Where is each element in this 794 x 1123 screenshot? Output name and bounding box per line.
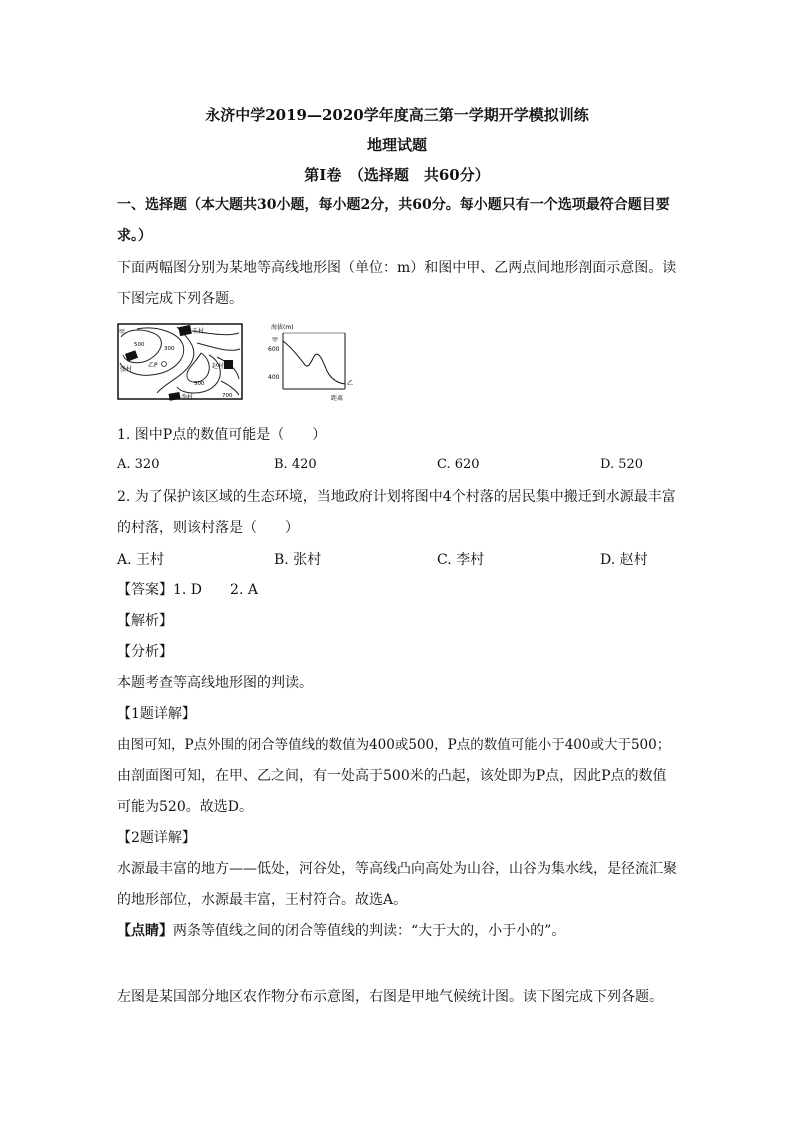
map-label-jia: 甲 [119,329,126,336]
tip-line [117,916,679,947]
q1-stem: 1. 图中P点的数值可能是（ ） [117,427,327,443]
map-label-zhao: 赵村 [212,363,225,370]
section-heading-line1: 一、选择题（本大题共30小题，每小题2分，共60分。每小题只有一个选项最符合题目要 [117,197,670,213]
analysis-tag: 【解析】 [117,613,173,629]
map-label-700: 700 [222,393,233,399]
fenxi-tag: 【分析】 [117,644,173,660]
section-heading [117,190,679,252]
q1-option-a: A. 320 [117,457,160,472]
detail-2-tag: 【2题详解】 [117,830,196,846]
map-label-500a: 500 [134,342,145,348]
profile-ylabel: 海拔(m) [271,324,294,331]
intro-line2: 下图完成下列各题。 [117,291,243,307]
q1-option-b: B. 420 [274,457,317,472]
volume-title: 第Ⅰ卷 （选择题 共60分） [304,166,490,184]
fenxi-text: 本题考查等高线地形图的判读。 [117,675,313,691]
profile-xlabel: 距离 [331,395,344,402]
map-label-wang: 王村 [192,328,205,335]
zhao-village-icon [224,360,233,369]
detail-2 [117,823,679,916]
profile-tick-400: 400 [268,374,280,381]
q1-option-c: C. 620 [437,457,480,472]
subject-title: 地理试题 [366,136,427,154]
q2-option-a: A. 王村 [117,552,165,568]
section-heading-line2: 求。） [117,228,152,244]
q1-options [117,457,677,477]
next-intro: 左图是某国部分地区农作物分布示意图，右图是甲地气候统计图。读下图完成下列各题。 [117,989,663,1005]
map-label-li: 李村 [181,394,194,401]
profile-line [283,341,345,384]
map-label-zhang: 张村 [120,366,133,373]
q2-option-c: C. 李村 [437,552,485,568]
tip-tag: 【点睛】 [117,923,173,939]
map-label-yi: 乙 [148,362,155,369]
exam-title: 永济中学2019—2020学年度高三第一学期开学模拟训练 [205,106,589,124]
contour-map-figure [117,323,244,401]
tip-text: 两条等值线之间的闭合等值线的判读：“大于大的，小于小的”。 [173,923,566,939]
map-label-p: P [154,362,158,369]
profile-label-jia: 甲 [272,337,279,344]
q1-option-d: D. 520 [600,457,644,472]
map-label-300: 300 [164,346,175,352]
detail-2-line1: 水源最丰富的地方——低处，河谷处，等高线凸向高处为山谷，山谷为集水线，是径流汇聚 [117,861,677,877]
profile-tick-600: 600 [268,346,280,353]
q2-option-b: B. 张村 [274,552,322,568]
q2-stem [117,482,679,544]
q2-options [117,549,677,569]
detail-1-line1: 由图可知，P点外围的闭合等值线的数值为400或500，P点的数值可能小于400或大于500； [117,737,671,753]
q2-option-d: D. 赵村 [600,552,648,568]
q2-stem-line2: 的村落，则该村落是（ ） [117,520,299,536]
intro-paragraph [117,253,679,315]
terrain-profile-figure [265,321,361,403]
intro-line1: 下面两幅图分别为某地等高线地形图（单位：m）和图中甲、乙两点间地形剖面示意图。读 [117,260,677,276]
detail-1-line2: 由剖面图可知，在甲、乙之间，有一处高于500米的凸起，该处即为P点，因此P点的数值 [117,768,667,784]
answer-line: 【答案】1. D 2. A [117,582,258,598]
detail-2-line2: 的地形部位，水源最丰富，王村符合。故选A。 [117,892,408,908]
detail-1-line3: 可能为520。故选D。 [117,799,253,815]
profile-label-yi: 乙 [347,380,354,387]
q2-stem-line1: 2. 为了保护该区域的生态环境，当地政府计划将图中4个村落的居民集中搬迁到水源最丰富 [117,489,676,505]
detail-1-tag: 【1题详解】 [117,706,196,722]
detail-1 [117,699,679,823]
map-label-500b: 500 [194,381,205,387]
